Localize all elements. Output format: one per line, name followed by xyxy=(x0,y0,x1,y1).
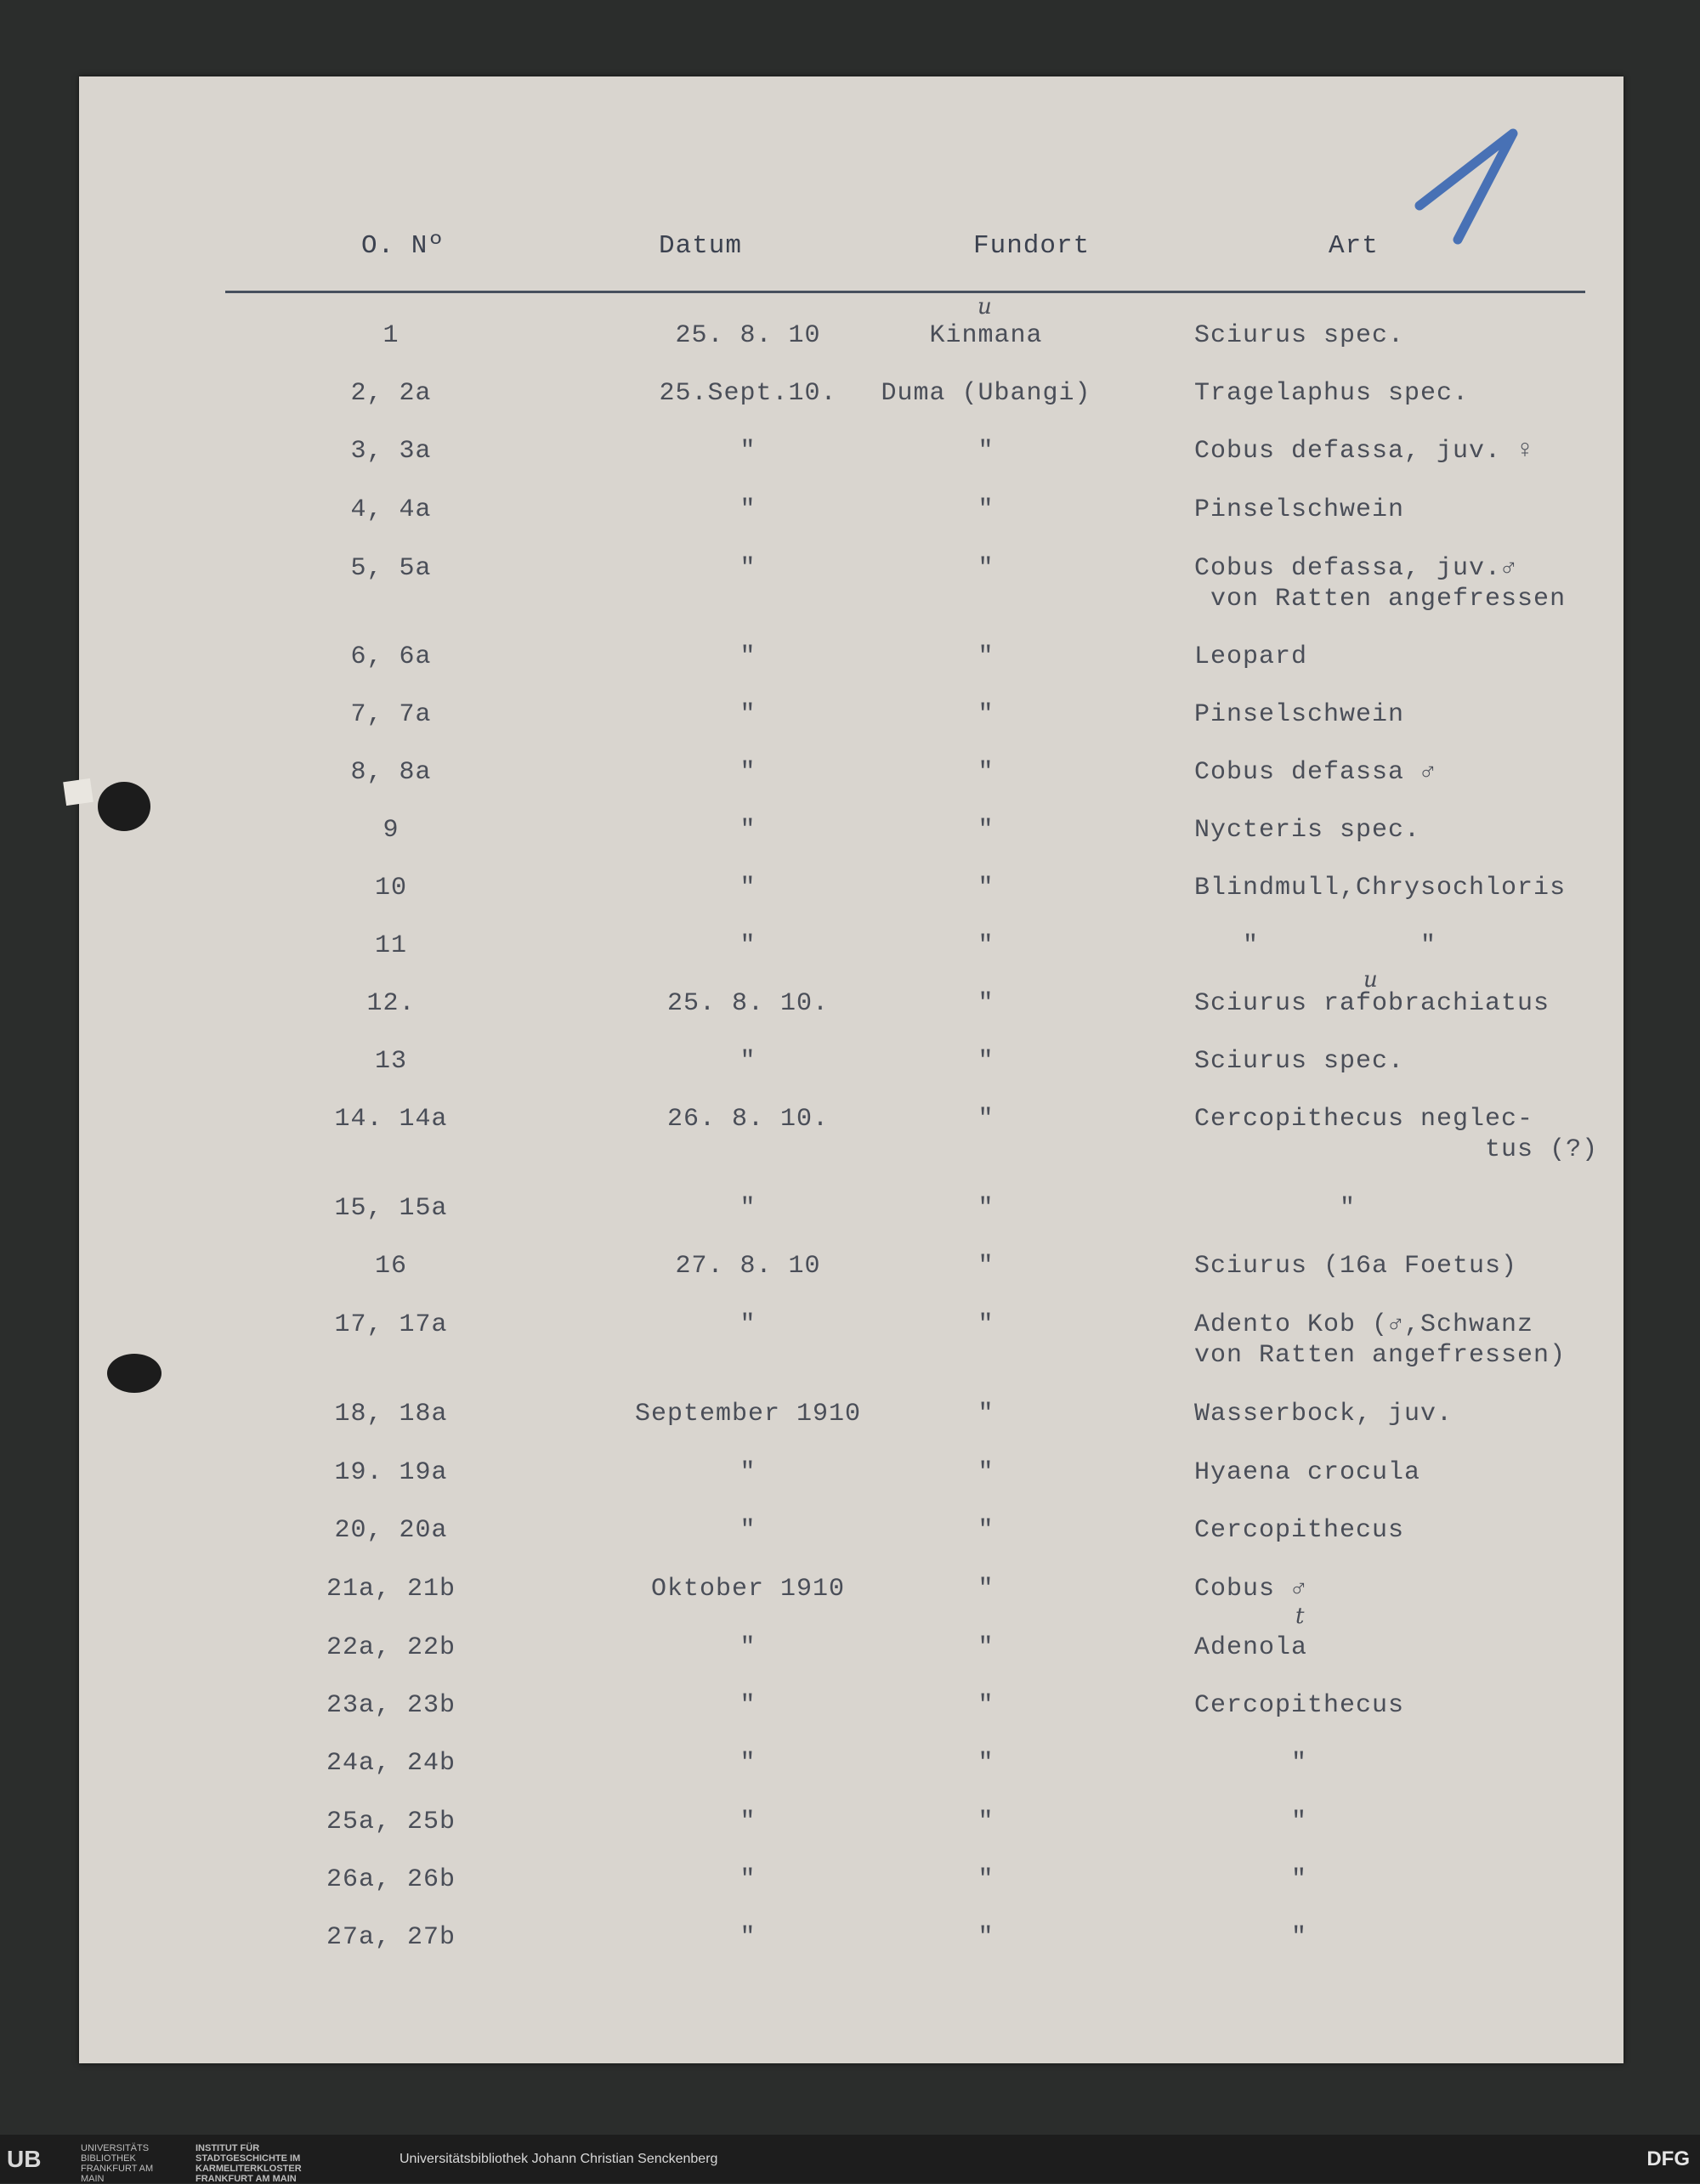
row-fundort: " xyxy=(978,437,994,466)
row-fundort: " xyxy=(978,1808,994,1836)
row-datum: 25. 8. 10 xyxy=(675,321,821,350)
row-number: 16 xyxy=(374,1252,407,1281)
row-number: 17, 17a xyxy=(334,1310,448,1339)
row-art: Adento Kob (♂,Schwanz xyxy=(1194,1310,1534,1339)
row-art: Cercopithecus xyxy=(1194,1516,1405,1545)
row-art: " " xyxy=(1194,931,1437,960)
row-art: Pinselschwein xyxy=(1194,700,1405,729)
row-number: 6, 6a xyxy=(350,642,432,671)
header-onr: O. Nº xyxy=(361,231,445,261)
row-number: 25a, 25b xyxy=(326,1808,456,1836)
row-fundort: " xyxy=(978,1691,994,1720)
row-datum: 27. 8. 10 xyxy=(675,1252,821,1281)
row-art: Cobus ♂ xyxy=(1194,1575,1308,1604)
row-datum: " xyxy=(740,1749,756,1778)
row-fundort: " xyxy=(978,874,994,902)
row-datum: " xyxy=(740,1808,756,1836)
row-fundort: " xyxy=(978,495,994,524)
row-number: 9 xyxy=(382,816,400,845)
row-number: 22a, 22b xyxy=(326,1633,456,1662)
row-number: 13 xyxy=(374,1047,407,1076)
annotation-rafobrachiatus: u xyxy=(1363,967,1378,993)
row-fundort: " xyxy=(978,816,994,845)
row-number: 11 xyxy=(374,931,407,960)
row-fundort: " xyxy=(978,1194,994,1223)
row-datum: 26. 8. 10. xyxy=(666,1105,830,1134)
dfg-logo: DFG xyxy=(1646,2147,1690,2170)
row-datum: " xyxy=(740,1633,756,1662)
row-number: 5, 5a xyxy=(350,554,432,583)
row-art: " xyxy=(1194,1194,1357,1223)
row-datum: " xyxy=(740,874,756,902)
row-fundort: " xyxy=(978,1458,994,1487)
row-fundort: " xyxy=(978,1105,994,1134)
institute-logo-subtitle: INSTITUT FÜR STADTGESCHICHTE IM KARMELITERKLOSTER FRANKFURT AM MAIN xyxy=(196,2143,302,2184)
row-fundort: " xyxy=(978,1047,994,1076)
row-art: Pinselschwein xyxy=(1194,495,1405,524)
row-art: Blindmull,Chrysochloris xyxy=(1194,874,1567,902)
row-fundort: " xyxy=(978,1516,994,1545)
row-number: 4, 4a xyxy=(350,495,432,524)
row-datum: " xyxy=(740,700,756,729)
row-number: 24a, 24b xyxy=(326,1749,456,1778)
row-datum: 25.Sept.10. xyxy=(659,379,837,408)
row-fundort: " xyxy=(978,931,994,960)
row-number: 15, 15a xyxy=(334,1194,448,1223)
row-fundort: " xyxy=(978,1923,994,1952)
row-fundort: " xyxy=(978,642,994,671)
row-datum: 25. 8. 10. xyxy=(666,989,830,1018)
ub-logo: UB xyxy=(7,2146,42,2172)
row-datum: " xyxy=(740,437,756,466)
punch-hole-bottom xyxy=(107,1354,162,1393)
row-art: Cobus defassa ♂ xyxy=(1194,758,1437,787)
row-datum: September 1910 xyxy=(634,1400,862,1429)
row-datum: " xyxy=(740,642,756,671)
row-number: 23a, 23b xyxy=(326,1691,456,1720)
row-art: Cobus defassa, juv. ♀ xyxy=(1194,437,1534,466)
header-fundort: Fundort xyxy=(973,231,1091,261)
row-number: 18, 18a xyxy=(334,1400,448,1429)
row-number: 21a, 21b xyxy=(326,1575,456,1604)
library-name: Universitätsbibliothek Johann Christian Senckenberg xyxy=(400,2152,718,2166)
row-datum: " xyxy=(740,1691,756,1720)
row-datum: " xyxy=(740,1458,756,1487)
row-datum: " xyxy=(740,1923,756,1952)
punch-hole-top xyxy=(98,782,150,831)
row-art: Leopard xyxy=(1194,642,1308,671)
row-fundort: " xyxy=(978,1633,994,1662)
row-fundort: " xyxy=(978,1310,994,1339)
row-number: 1 xyxy=(382,321,400,350)
row-fundort: " xyxy=(978,1400,994,1429)
row-fundort: " xyxy=(978,1865,994,1894)
row-datum: " xyxy=(740,931,756,960)
row-fundort: " xyxy=(978,1749,994,1778)
row-art: Cobus defassa, juv.♂ xyxy=(1194,554,1518,583)
row-fundort: Kinmana xyxy=(929,321,1043,350)
row-art: " xyxy=(1194,1808,1308,1836)
row-fundort: " xyxy=(978,758,994,787)
row-art: Cercopithecus neglec- xyxy=(1194,1105,1534,1134)
row-fundort: " xyxy=(978,1252,994,1281)
row-datum: " xyxy=(740,1310,756,1339)
row-art: " xyxy=(1194,1923,1308,1952)
footer-bar xyxy=(0,2135,1700,2183)
row-art: Sciurus spec. xyxy=(1194,321,1405,350)
row-datum: " xyxy=(740,1865,756,1894)
row-datum: " xyxy=(740,1516,756,1545)
row-art: Nycteris spec. xyxy=(1194,816,1421,845)
row-art: Adenola xyxy=(1194,1633,1308,1662)
row-datum: " xyxy=(740,758,756,787)
row-number: 20, 20a xyxy=(334,1516,448,1545)
row-datum: " xyxy=(740,816,756,845)
row-fundort: " xyxy=(978,554,994,583)
row-number: 3, 3a xyxy=(350,437,432,466)
header-art: Art xyxy=(1329,231,1379,261)
header-rule xyxy=(225,291,1585,293)
row-fundort: " xyxy=(978,1575,994,1604)
row-fundort: " xyxy=(978,989,994,1018)
paper-tear xyxy=(63,778,94,806)
row-fundort: " xyxy=(978,700,994,729)
row-art: Sciurus (16a Foetus) xyxy=(1194,1252,1518,1281)
row-number: 10 xyxy=(374,874,407,902)
row-number: 27a, 27b xyxy=(326,1923,456,1952)
row-art: " xyxy=(1194,1865,1308,1894)
row-art: Wasserbock, juv. xyxy=(1194,1400,1454,1429)
row-number: 19. 19a xyxy=(334,1458,448,1487)
page-number-mark xyxy=(1407,112,1543,248)
row-art: Sciurus rafobrachiatus xyxy=(1194,989,1550,1018)
row-fundort: Duma (Ubangi) xyxy=(881,379,1091,408)
row-number: 26a, 26b xyxy=(326,1865,456,1894)
row-number: 14. 14a xyxy=(334,1105,448,1134)
row-datum: " xyxy=(740,1047,756,1076)
row-datum: Oktober 1910 xyxy=(650,1575,846,1604)
annotation-adenola: t xyxy=(1295,1604,1305,1629)
row-art: Hyaena crocula xyxy=(1194,1458,1421,1487)
ub-logo-subtitle: UNIVERSITÄTS BIBLIOTHEK FRANKFURT AM MAIN xyxy=(81,2143,154,2184)
row-number: 7, 7a xyxy=(350,700,432,729)
row-art-continuation: von Ratten angefressen) xyxy=(1194,1341,1567,1370)
row-art: " xyxy=(1194,1749,1308,1778)
row-datum: " xyxy=(740,554,756,583)
row-art: Cercopithecus xyxy=(1194,1691,1405,1720)
row-number: 12. xyxy=(366,989,416,1018)
row-datum: " xyxy=(740,495,756,524)
row-number: 8, 8a xyxy=(350,758,432,787)
row-art-continuation: von Ratten angefressen xyxy=(1194,585,1567,614)
row-art: Sciurus spec. xyxy=(1194,1047,1405,1076)
header-datum: Datum xyxy=(659,231,743,261)
row-number: 2, 2a xyxy=(350,379,432,408)
row-art: Tragelaphus spec. xyxy=(1194,379,1470,408)
row-art-continuation: tus (?) xyxy=(1194,1135,1599,1164)
row-datum: " xyxy=(740,1194,756,1223)
annotation-kinmana: u xyxy=(978,294,992,320)
